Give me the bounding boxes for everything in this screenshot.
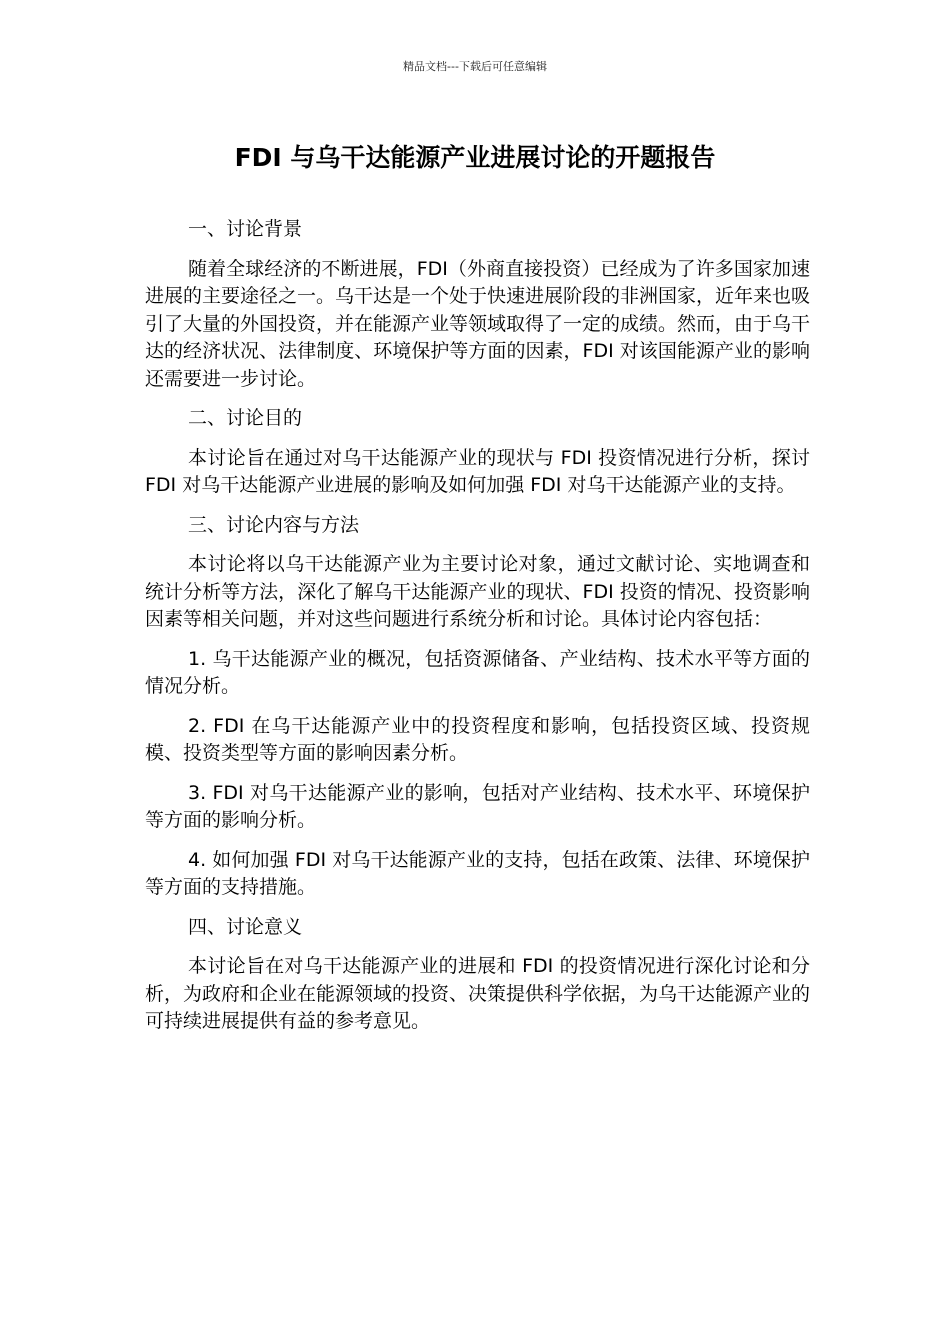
list-item: 3. FDI 对乌干达能源产业的影响，包括对产业结构、技术水平、环境保护等方面的影响分析。 [145, 781, 810, 831]
section-heading-purpose: 二、讨论目的 [188, 407, 303, 429]
list-item: 2. FDI 在乌干达能源产业中的投资程度和影响，包括投资区域、投资规模、投资类型等方面的影响因素分析。 [145, 714, 810, 764]
section-heading-background: 一、讨论背景 [188, 218, 303, 240]
paragraph-significance: 本讨论旨在对乌干达能源产业的进展和 FDI 的投资情况进行深化讨论和分析，为政府和企业在能源领域的投资、决策提供科学依据，为乌干达能源产业的可持续进展提供有益的参考意见。 [145, 955, 811, 1032]
paragraph-background: 随着全球经济的不断进展，FDI（外商直接投资）已经成为了许多国家加速进展的主要途径之一。乌干达是一个处于快速进展阶段的非洲国家，近年来也吸引了大量的外国投资，并在能源产业等领域取得了一定的成绩。然而，由于乌干达的经济状况、法律制度、环境保护等方面的因素，FDI 对该国能源产业的影响还需要进一步讨论。 [145, 257, 811, 390]
list-item: 1. 乌干达能源产业的概况，包括资源储备、产业结构、技术水平等方面的情况分析。 [145, 647, 810, 697]
paragraph-purpose: 本讨论旨在通过对乌干达能源产业的现状与 FDI 投资情况进行分析，探讨 FDI 对乌干达能源产业进展的影响及如何加强 FDI 对乌干达能源产业的支持。 [145, 446, 810, 496]
document-title: FDI 与乌干达能源产业进展讨论的开题报告 [234, 143, 716, 172]
section-heading-significance: 四、讨论意义 [188, 915, 303, 938]
page-header: 精品文档---下载后可任意编辑 [403, 60, 547, 73]
section-heading-content-methods: 三、讨论内容与方法 [188, 513, 360, 536]
list-item: 4. 如何加强 FDI 对乌干达能源产业的支持，包括在政策、法律、环境保护等方面的支持措施。 [145, 848, 810, 898]
document-body [145, 216, 810, 1048]
paragraph-content-methods: 本讨论将以乌干达能源产业为主要讨论对象，通过文献讨论、实地调查和统计分析等方法，深化了解乌干达能源产业的现状、FDI 投资的情况、投资影响因素等相关问题，并对这些问题进行系统分析和讨论。具体讨论内容包括： [145, 553, 810, 630]
